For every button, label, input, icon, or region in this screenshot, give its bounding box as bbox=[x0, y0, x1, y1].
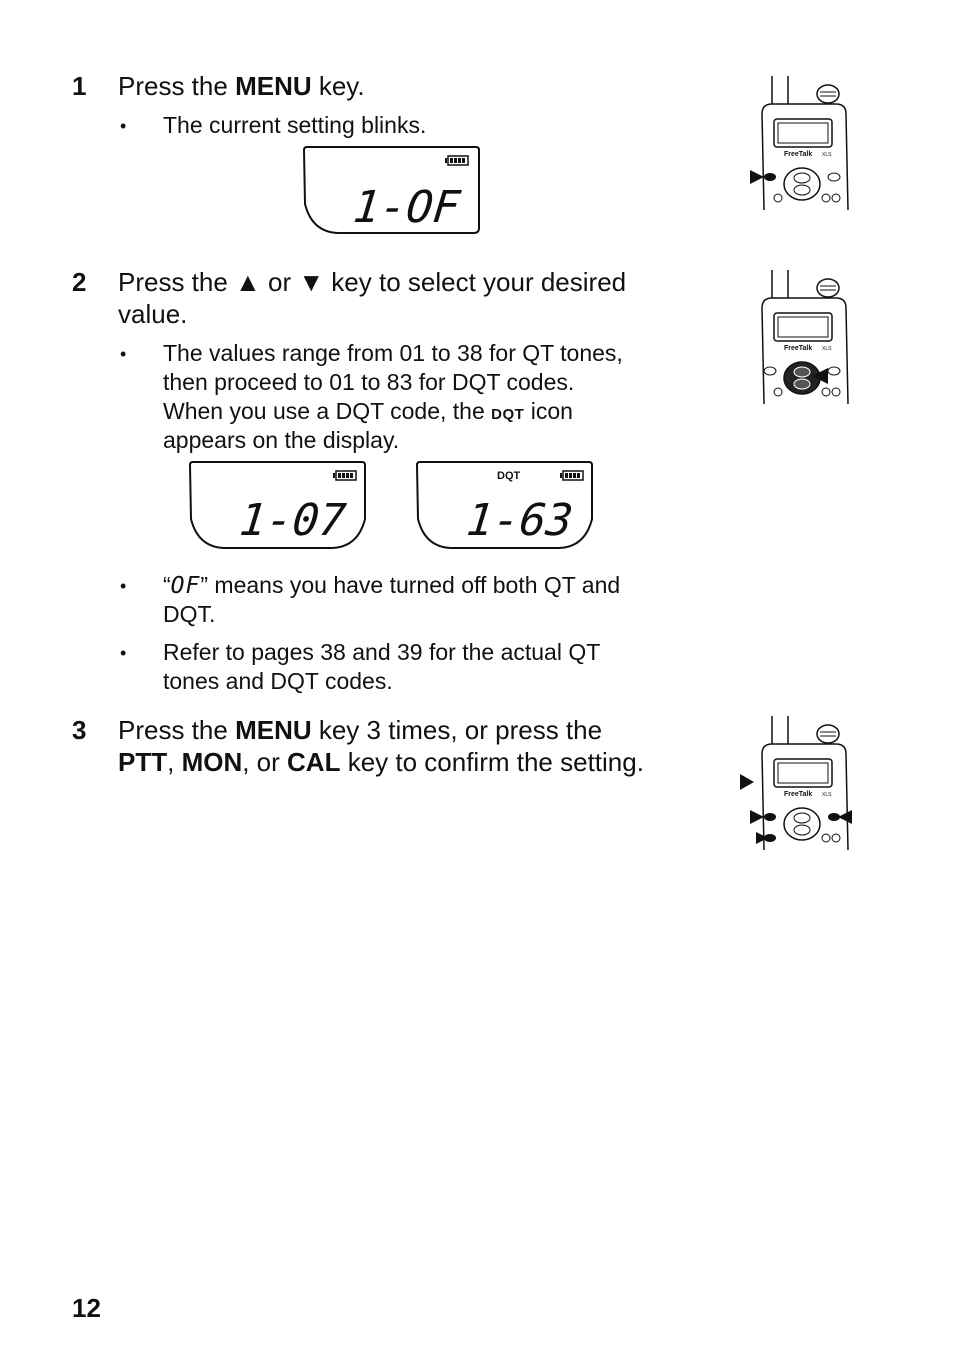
bullet-2-after: ” means you have turned off both QT and bbox=[200, 572, 621, 598]
pointer-arrow bbox=[750, 170, 764, 184]
step-2-bullet-1-line-3 bbox=[163, 397, 573, 429]
bullet-dot: • bbox=[120, 116, 127, 136]
step-2-bullet-3-line-2: tones and DQT codes. bbox=[163, 668, 393, 694]
menu-key-label: MENU bbox=[235, 715, 312, 745]
dqt-icon: DQT bbox=[491, 406, 525, 423]
step-3-sep-1: , bbox=[167, 747, 182, 777]
radio-illustration-1 bbox=[748, 74, 858, 214]
page-number: 12 bbox=[72, 1293, 101, 1323]
bullet-1-line-3-pre: When you use a DQT code, the bbox=[163, 398, 492, 424]
step-3-instruction-line-2 bbox=[118, 746, 644, 778]
lcd-display-2 bbox=[188, 461, 368, 551]
device-brand: FreeTalk bbox=[784, 345, 813, 352]
radio-illustration-2 bbox=[748, 268, 858, 408]
step-3-sep-2: , or bbox=[242, 747, 288, 777]
device-model: XLS bbox=[822, 792, 832, 798]
quote-open: “ bbox=[163, 572, 171, 598]
bullet-dot: • bbox=[120, 576, 127, 596]
cal-key-label: CAL bbox=[287, 747, 341, 777]
step-2-bullet-1-line-4: appears on the display. bbox=[163, 427, 400, 453]
step-3-instruction-line-1 bbox=[118, 714, 602, 746]
lcd-display-1 bbox=[302, 146, 482, 236]
lcd-dqt-indicator: DQT bbox=[497, 470, 521, 482]
step-1-text-b: key. bbox=[311, 71, 365, 101]
ptt-pointer-arrow bbox=[740, 774, 754, 790]
step-1-bullet: The current setting blinks. bbox=[163, 112, 427, 138]
ptt-key-label: PTT bbox=[118, 747, 168, 777]
step-3-end: key to confirm the setting. bbox=[340, 747, 644, 777]
lcd-1-value: 1-OF bbox=[350, 182, 463, 233]
step-2-bullet-2-line-2: DQT. bbox=[163, 601, 216, 627]
lcd-display-3 bbox=[415, 461, 595, 551]
step-1-text-a: Press the bbox=[118, 71, 236, 101]
bullet-dot: • bbox=[120, 643, 127, 663]
device-brand: FreeTalk bbox=[784, 791, 813, 798]
bullet-dot: • bbox=[120, 344, 127, 364]
menu-key-label: MENU bbox=[235, 71, 312, 101]
mon-key-label: MON bbox=[181, 747, 243, 777]
step-3-l1-b: key 3 times, or press the bbox=[311, 715, 603, 745]
menu-pointer-arrow bbox=[750, 810, 764, 824]
lcd-3-value: 1-63 bbox=[464, 495, 576, 546]
step-2-bullet-1-line-1: The values range from 01 to 38 for QT tones, bbox=[163, 340, 623, 366]
step-2-instruction-line-2: value. bbox=[118, 299, 188, 329]
off-segment-text: OF bbox=[170, 573, 201, 599]
lcd-2-value: 1-07 bbox=[237, 495, 349, 546]
radio-illustration-3 bbox=[738, 714, 858, 854]
step-3-number: 3 bbox=[72, 715, 87, 745]
step-1-number: 1 bbox=[72, 71, 87, 101]
step-2-instruction-line-1: Press the ▲ or ▼ key to select your desired bbox=[118, 267, 627, 297]
device-model: XLS bbox=[822, 152, 832, 158]
step-2-number: 2 bbox=[72, 267, 87, 297]
step-2-bullet-3-line-1: Refer to pages 38 and 39 for the actual QT bbox=[163, 639, 601, 665]
step-1-instruction bbox=[118, 70, 365, 102]
bullet-1-line-3-post: icon bbox=[524, 398, 573, 424]
device-model: XLS bbox=[822, 346, 832, 352]
step-2-bullet-2-line-1 bbox=[163, 571, 620, 601]
step-3-l1-a: Press the bbox=[118, 715, 236, 745]
device-brand: FreeTalk bbox=[784, 151, 813, 158]
step-2-bullet-1-line-2: then proceed to 01 to 83 for DQT codes. bbox=[163, 369, 575, 395]
